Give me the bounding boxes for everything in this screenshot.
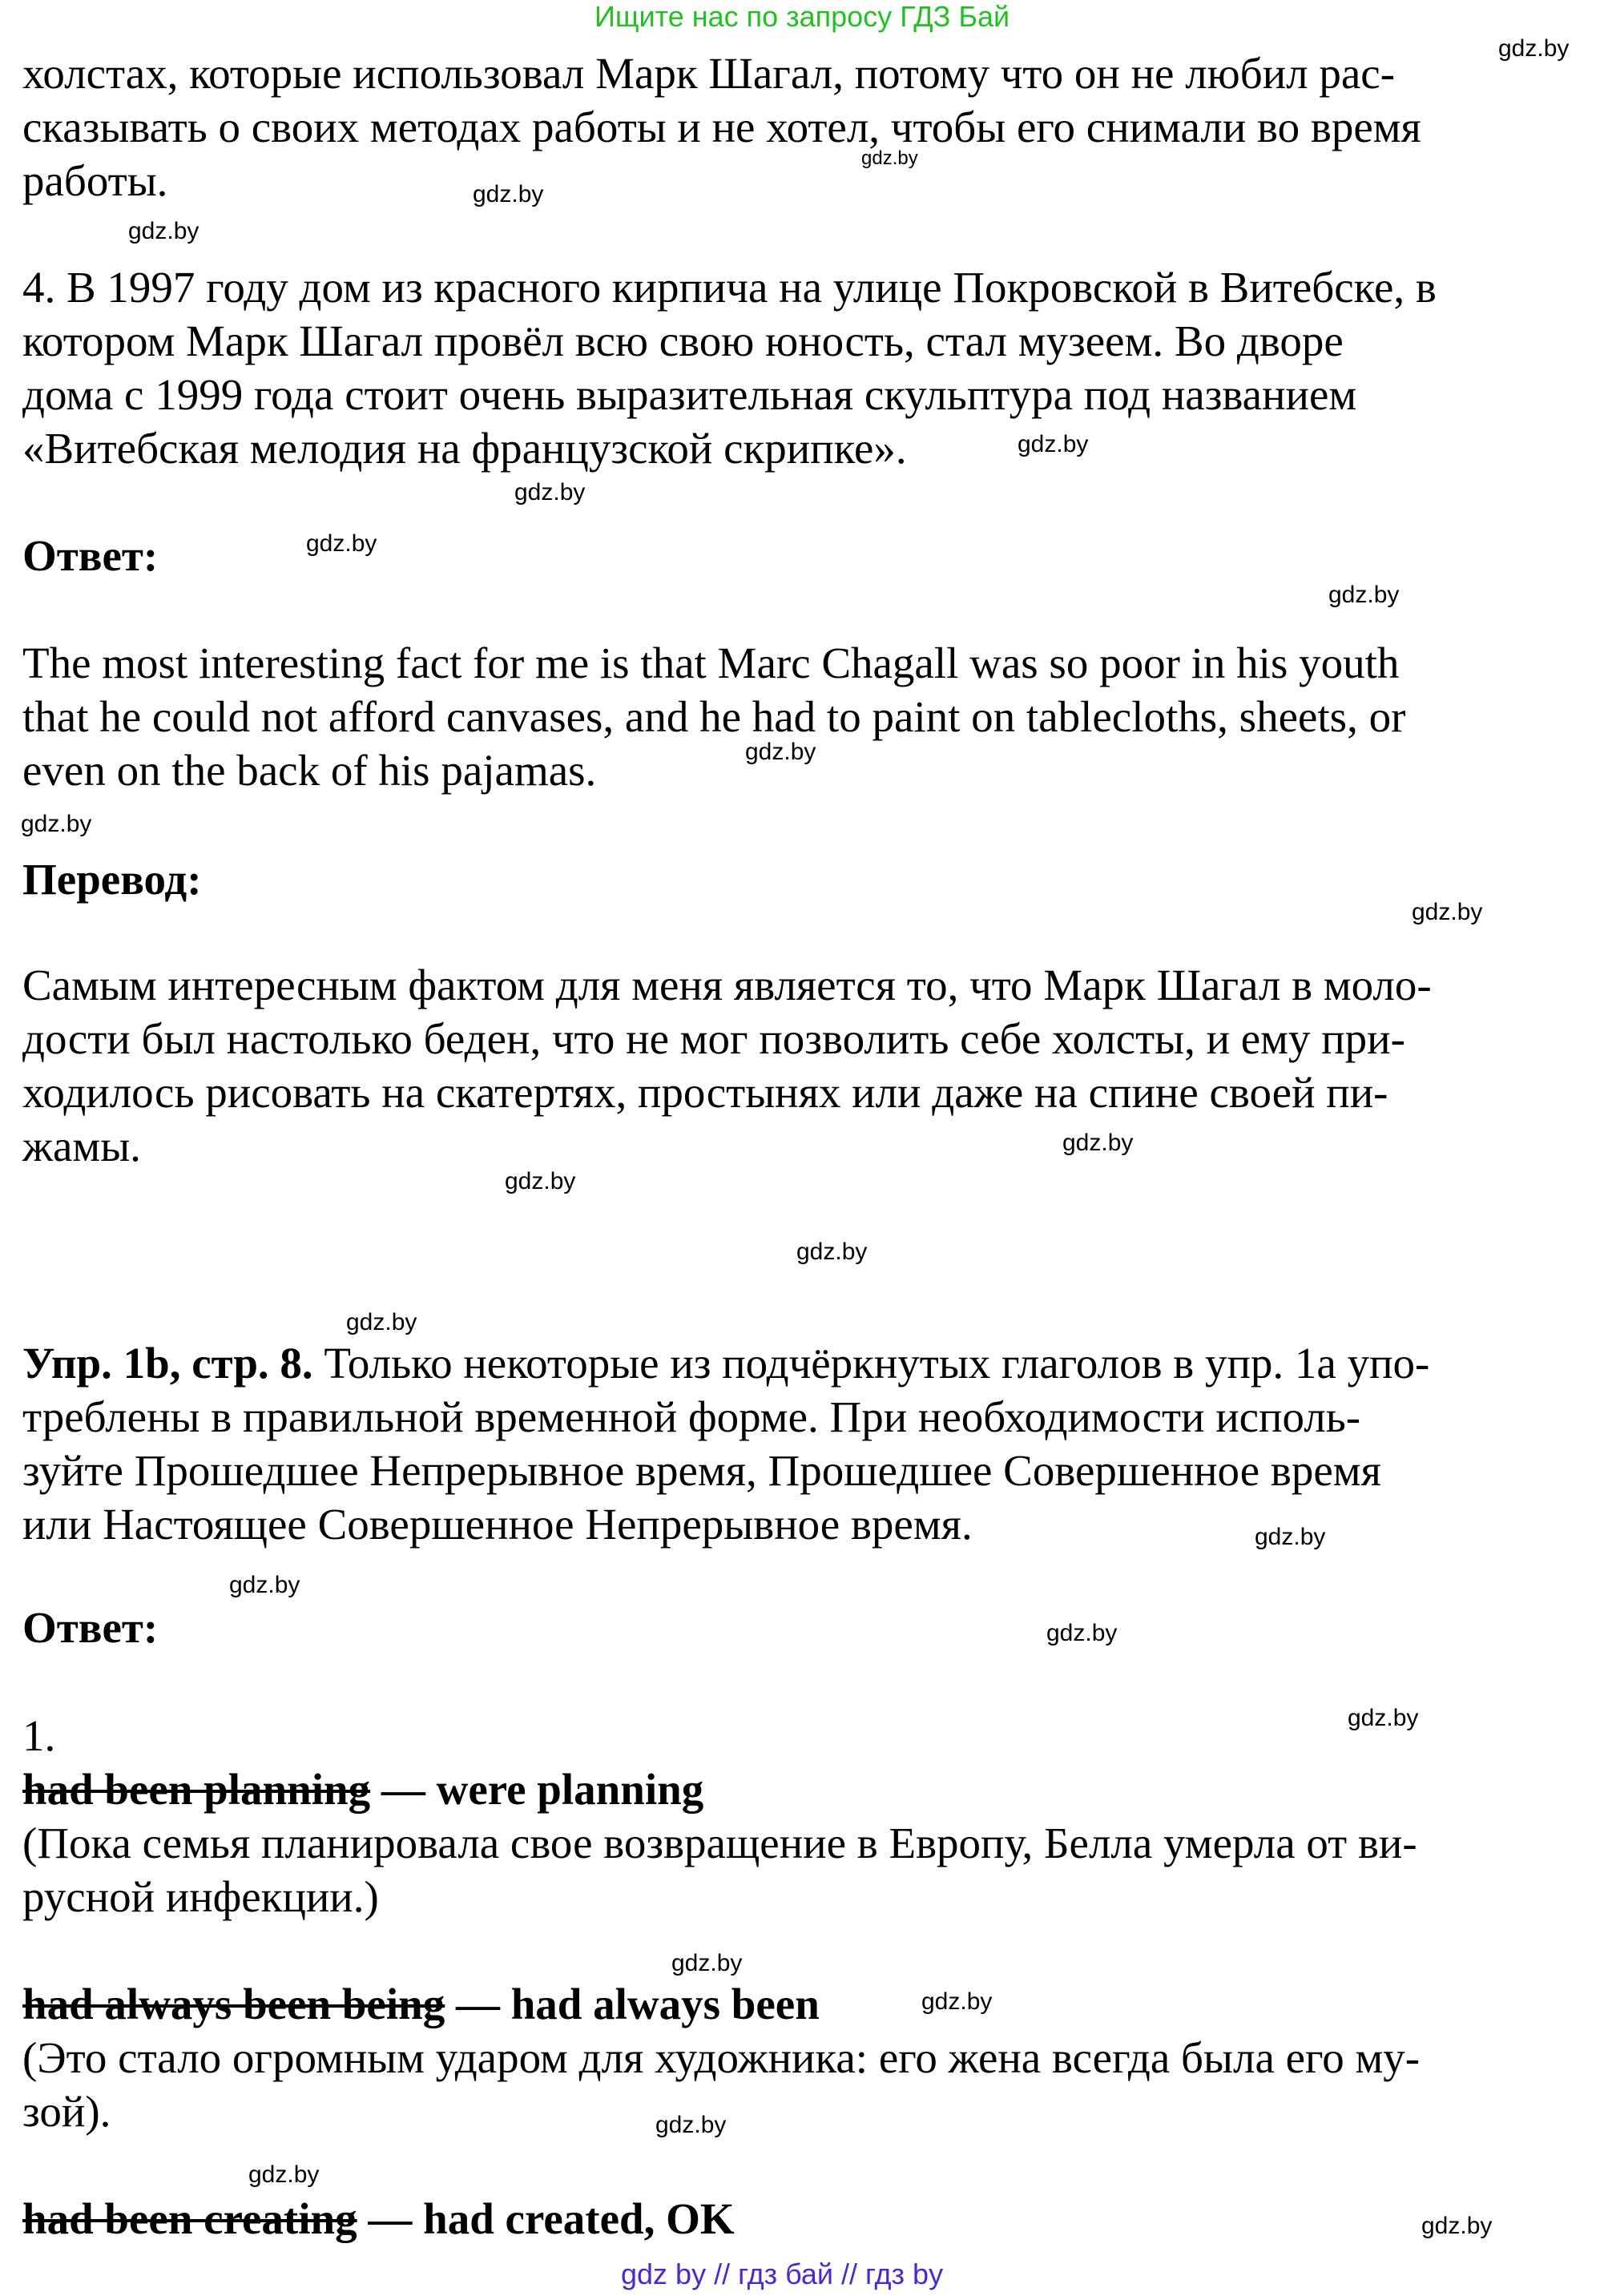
watermark: gdz.by [1348, 1705, 1419, 1731]
text-line: Самым интересным фактом для меня является то, что Марк Шагал в моло- [22, 961, 1432, 1009]
watermark: gdz.by [1412, 899, 1483, 925]
wrong-form: had been creating [22, 2194, 357, 2243]
watermark: gdz.by [655, 2112, 727, 2138]
answer-paragraph [22, 636, 1405, 797]
text-line: (Пока семья планировала свое возвращение в Европу, Белла умерла от ви- [22, 1819, 1417, 1867]
wrong-form: had always been being [22, 1980, 445, 2028]
watermark: gdz.by [671, 1950, 743, 1976]
text-line: котором Марк Шагал провёл всю свою юность, стал музеем. Во дворе [22, 316, 1344, 365]
text-line: дома с 1999 года стоит очень выразительная скульптура под названием [22, 370, 1357, 419]
item-number: 1. [22, 1711, 56, 1760]
watermark: gdz.by [1421, 2213, 1493, 2239]
text-line: ходилось рисовать на скатертях, простынях или даже на спине своей пи- [22, 1068, 1388, 1117]
correct-form: — had always been [445, 1980, 820, 2028]
watermark: gdz.by [796, 1239, 868, 1265]
watermark: gdz.by [128, 218, 199, 244]
watermark: gdz.by [505, 1168, 576, 1194]
text-line: 4. В 1997 году дом из красного кирпича на улице Покровской в Витебске, в [22, 263, 1437, 312]
watermark: gdz.by [229, 1572, 300, 1598]
watermark: gdz.by [346, 1309, 417, 1335]
text-line: русной инфекции.) [22, 1872, 379, 1921]
footer: gdz by // гдз бай // гдз by [621, 2258, 944, 2290]
watermark: gdz.by [473, 181, 544, 207]
watermark: gdz.by [1498, 35, 1570, 62]
correction-1 [22, 1762, 1417, 1923]
watermark: gdz.by [514, 479, 586, 506]
text-line: жамы. [22, 1122, 141, 1170]
text-line: холстах, которые использовал Марк Шагал, потому что он не любил рас- [22, 49, 1396, 98]
translation-paragraph [22, 958, 1432, 1173]
text-line: треблены в правильной временной форме. При необходимости исполь- [22, 1392, 1361, 1441]
intro-paragraph [22, 46, 1421, 207]
watermark: gdz.by [1018, 431, 1089, 457]
watermark: gdz.by [1062, 1130, 1134, 1156]
correct-form: — were planning [370, 1765, 704, 1814]
text-line: работы. [22, 156, 168, 205]
text-line: дости был настолько беден, что не мог позволить себе холсты, и ему при- [22, 1014, 1405, 1063]
correction-line [22, 2192, 735, 2246]
text-line: The most interesting fact for me is that Marc Chagall was so poor in his youth [22, 638, 1400, 687]
correction-3 [22, 2192, 735, 2246]
item-4-paragraph [22, 260, 1437, 475]
text-line: «Витебская мелодия на французской скрипке». [22, 424, 907, 473]
translation-heading: Перевод: [22, 855, 202, 904]
text-line: (Это стало огромным ударом для художника: его жена всегда была его му- [22, 2033, 1421, 2082]
text-line: even on the back of his pajamas. [22, 746, 597, 795]
watermark: gdz.by [1328, 582, 1400, 608]
answer-heading-2: Ответ: [22, 1603, 159, 1652]
text-line [22, 1336, 1429, 1390]
watermark: gdz.by [861, 147, 918, 169]
correction-line [22, 1977, 1420, 2031]
exercise-paragraph [22, 1336, 1429, 1551]
watermark: gdz.by [248, 2161, 320, 2188]
text-line: that he could not afford canvases, and he had to paint on tablecloths, sheets, or [22, 692, 1406, 741]
text-line: зой). [22, 2087, 111, 2136]
watermark: gdz.by [921, 1988, 993, 2015]
correction-line [22, 1762, 1417, 1816]
top-banner: Ищите нас по запросу ГДЗ Бай [594, 0, 1010, 33]
correct-form: — had created, OK [357, 2194, 735, 2243]
watermark: gdz.by [21, 811, 92, 837]
watermark: gdz.by [745, 739, 816, 765]
watermark: gdz.by [1255, 1524, 1326, 1550]
watermark: gdz.by [1046, 1620, 1118, 1646]
text-line: или Настоящее Совершенное Непрерывное время. [22, 1500, 973, 1549]
wrong-form: had been planning [22, 1765, 371, 1814]
exercise-label: Упр. 1b, стр. 8. [22, 1339, 313, 1388]
watermark: gdz.by [306, 530, 377, 557]
answer-heading: Ответ: [22, 531, 159, 580]
text-line: зуйте Прошедшее Непрерывное время, Прошедшее Совершенное время [22, 1446, 1381, 1495]
exercise-text: Только некоторые из подчёркнутых глаголов в упр. 1а упо- [312, 1339, 1430, 1388]
text-line: сказывать о своих методах работы и не хотел, чтобы его снимали во время [22, 103, 1421, 151]
